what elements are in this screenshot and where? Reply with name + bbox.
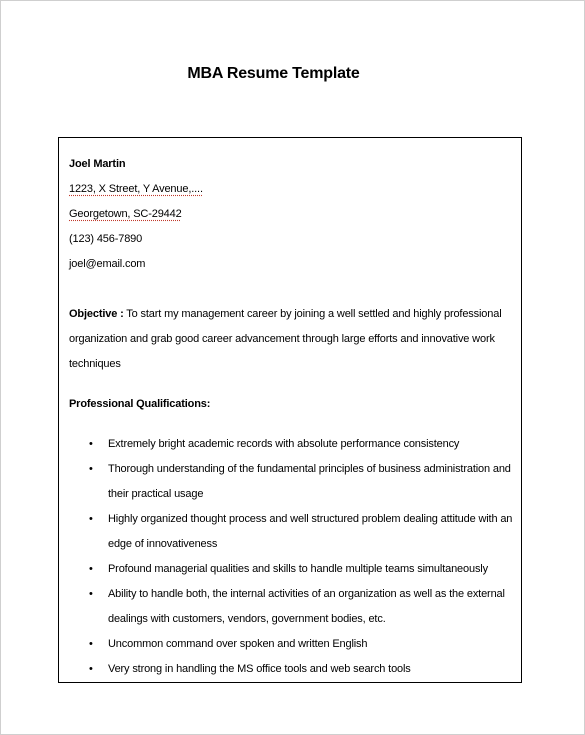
qualifications-list (69, 432, 517, 682)
bullet-icon: • (89, 588, 93, 600)
bullet-icon: • (89, 663, 93, 675)
contact-email: joel@email.com (69, 258, 146, 270)
list-item-text: Uncommon command over spoken and written English (108, 638, 368, 650)
address-line2-text: Georgetown, SC-29442 (69, 208, 182, 220)
list-item (69, 507, 517, 557)
list-item (69, 632, 517, 657)
list-item (69, 432, 517, 457)
contact-name: Joel Martin (69, 158, 126, 170)
list-item-text: Very strong in handling the MS office tools and web search tools (108, 663, 411, 675)
objective-label: Objective : (69, 308, 124, 320)
list-item-text: Profound managerial qualities and skills to handle multiple teams simultaneously (108, 563, 488, 575)
list-item (69, 557, 517, 582)
list-item (69, 457, 517, 507)
bullet-icon: • (89, 563, 93, 575)
bullet-icon: • (89, 463, 93, 475)
bullet-icon: • (89, 438, 93, 450)
resume-content (69, 152, 517, 682)
contact-address-line2 (69, 202, 517, 227)
resume-box (58, 137, 522, 683)
list-item-text: Thorough understanding of the fundamental principles of business administration and their practical usage (108, 463, 511, 500)
address-line1-text: 1223, X Street, Y Avenue,.... (69, 183, 203, 195)
qualifications-heading: Professional Qualifications: (69, 398, 211, 410)
list-item (69, 582, 517, 632)
bullet-icon: • (89, 513, 93, 525)
contact-address-line1 (69, 177, 517, 202)
list-item (69, 657, 517, 682)
bullet-icon: • (89, 638, 93, 650)
objective-paragraph (69, 302, 517, 377)
objective-text: To start my management career by joining a well settled and highly professional organization and grab good career advancement through large efforts and innovative work techniques (69, 308, 502, 370)
list-item-text: Highly organized thought process and well structured problem dealing attitude with an edge of innovativeness (108, 513, 513, 550)
contact-phone: (123) 456-7890 (69, 233, 143, 245)
list-item-text: Extremely bright academic records with absolute performance consistency (108, 438, 460, 450)
list-item-text: Ability to handle both, the internal activities of an organization as well as the external dealings with customers, vendors, government bodies, etc. (108, 588, 505, 625)
document-title: MBA Resume Template (187, 65, 360, 82)
